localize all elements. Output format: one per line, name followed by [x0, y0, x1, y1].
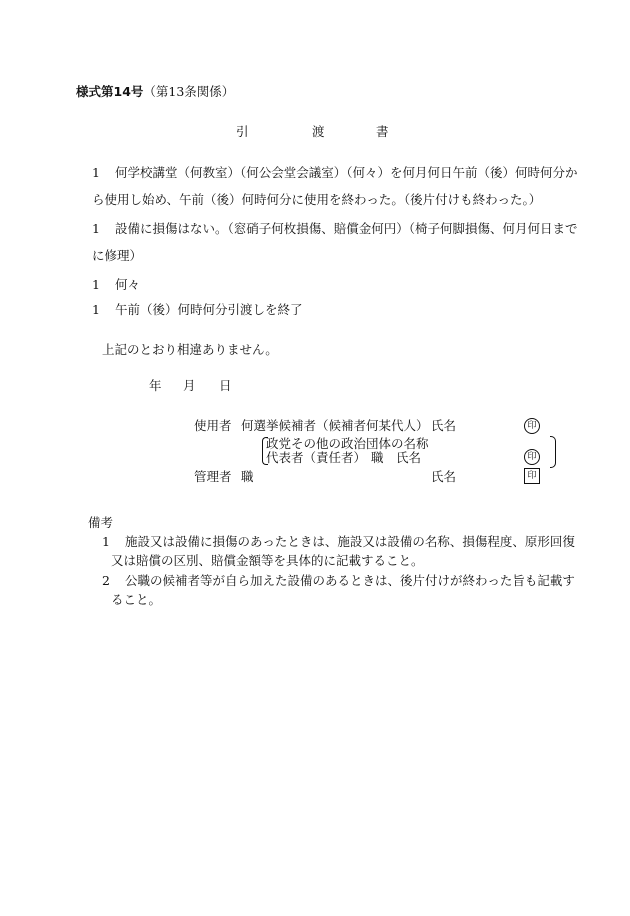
user-name-label: 氏名	[431, 418, 457, 433]
manager-post-label: 職	[241, 469, 254, 484]
date-day-label: 日	[219, 378, 232, 393]
user-role-label: 使用者	[194, 418, 232, 433]
item-3-text: 何々	[115, 277, 141, 292]
notes-heading: 備考	[88, 515, 114, 530]
item-1-number: 1	[92, 165, 100, 180]
note-1-line-2: 又は賠償の区別、賠償金額等を具体的に記載すること。	[111, 553, 424, 568]
item-2-line-2: に修理）	[92, 248, 143, 263]
note-2-line-2: ること。	[111, 592, 162, 607]
title-char-1: 引	[236, 124, 249, 139]
manager-role-label: 管理者	[194, 469, 232, 484]
item-4-text: 午前（後）何時何分引渡しを終了	[115, 302, 303, 317]
date-month-label: 月	[183, 378, 196, 393]
user-seal-mark: 印	[524, 418, 540, 434]
document-title	[236, 124, 389, 139]
item-1-line-1: 何学校講堂（何教室）（何公会堂会議室）（何々）を何月何日午前（後）何時何分か	[115, 165, 578, 180]
org-name-label: 政党その他の政治団体の名称	[266, 436, 429, 451]
note-2-number: 2	[102, 573, 110, 588]
confirmation-statement: 上記のとおり相違ありません。	[102, 342, 278, 357]
form-number: 様式第14号	[76, 84, 144, 99]
date-year-label: 年	[149, 378, 162, 393]
org-right-bracket	[550, 436, 556, 468]
user-description: 何選挙候補者（候補者何某代人）	[241, 418, 429, 433]
org-seal-mark: 印	[524, 449, 540, 465]
item-3-number: 1	[92, 277, 100, 292]
org-representative-name-label: 職 氏名	[371, 450, 422, 465]
item-2-line-1: 設備に損傷はない。（窓硝子何枚損傷、賠償金何円）（椅子何脚損傷、何月何日まで	[115, 221, 578, 236]
note-2-line-1: 公職の候補者等が自ら加えた設備のあるときは、後片付けが終わった旨も記載す	[125, 573, 575, 588]
manager-name-label: 氏名	[431, 469, 457, 484]
form-number-line	[76, 84, 234, 99]
note-1-line-1: 施設又は設備に損傷のあったときは、施設又は設備の名称、損傷程度、原形回復	[125, 534, 575, 549]
form-related-article: （第13条関係）	[143, 84, 235, 99]
org-representative-label: 代表者（責任者）	[266, 450, 367, 465]
title-char-2: 渡	[312, 124, 325, 139]
note-1-number: 1	[102, 534, 110, 549]
item-1-line-2: ら使用し始め、午前（後）何時何分に使用を終わった。（後片付けも終わった。）	[92, 192, 542, 207]
item-4-number: 1	[92, 302, 100, 317]
item-2-number: 1	[92, 221, 100, 236]
manager-seal-mark: 印	[524, 468, 540, 484]
title-char-3: 書	[376, 124, 389, 139]
